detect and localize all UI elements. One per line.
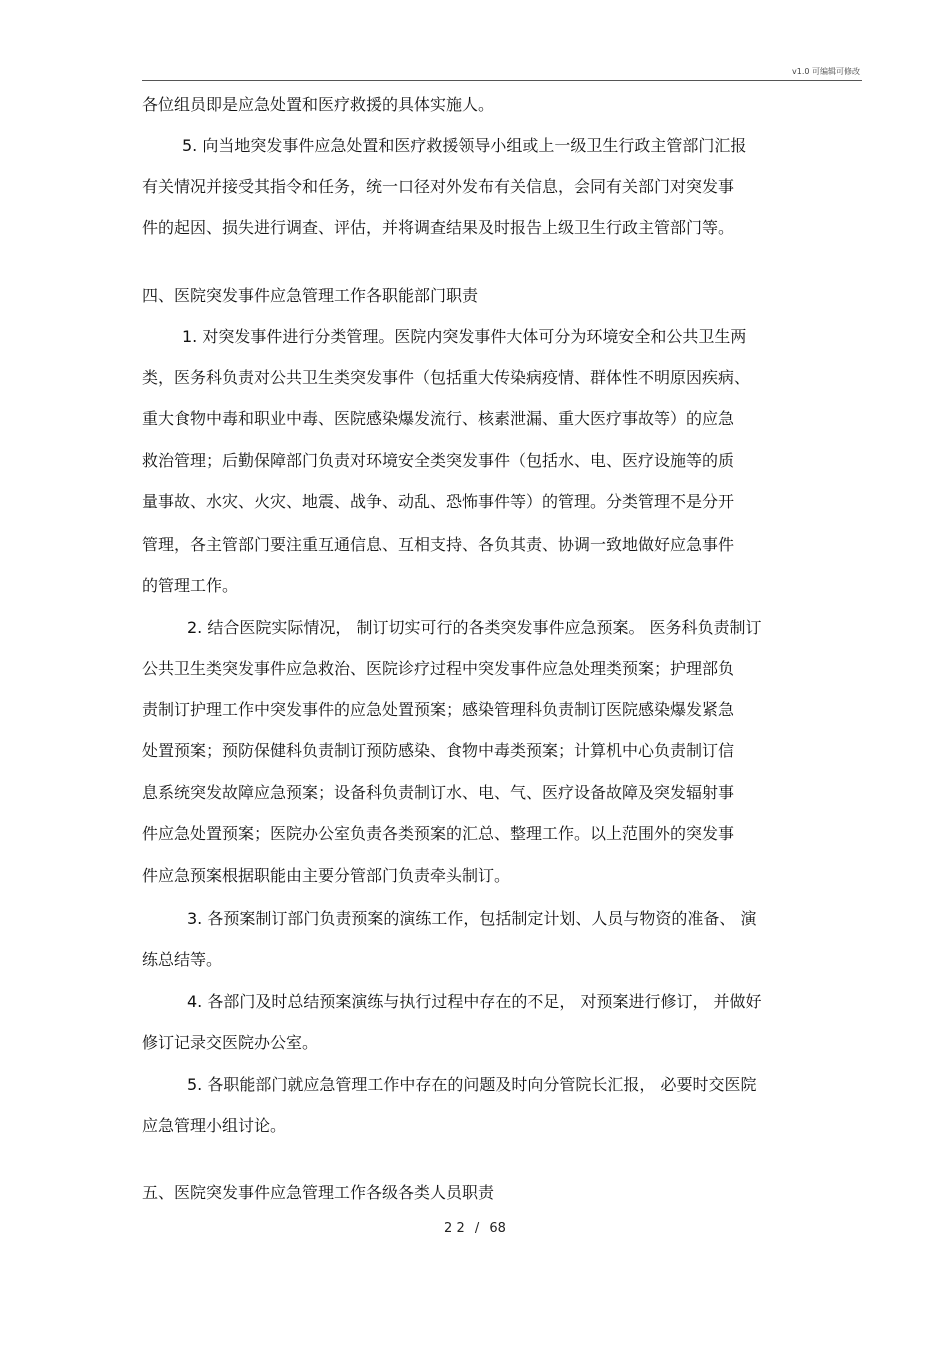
body-line: 的管理工作。 — [142, 576, 239, 595]
body-line: 5. 各职能部门就应急管理工作中存在的问题及时向分管院长汇报， 必要时交医院 — [187, 1075, 757, 1094]
body-line: 应急管理小组讨论。 — [142, 1116, 287, 1135]
page-separator: / — [474, 1221, 480, 1236]
body-line: 有关情况并接受其指令和任务，统一口径对外发布有关信息，会同有关部门对突发事 — [142, 177, 735, 196]
body-line: 处置预案；预防保健科负责制订预防感染、食物中毒类预案；计算机中心负责制订信 — [142, 741, 735, 760]
page-current: 2 2 — [444, 1221, 465, 1236]
body-line: 1. 对突发事件进行分类管理。医院内突发事件大体可分为环境安全和公共卫生两 — [182, 327, 747, 346]
body-line: 5. 向当地突发事件应急处置和医疗救援领导小组或上一级卫生行政主管部门汇报 — [182, 136, 747, 155]
body-line: 件应急预案根据职能由主要分管部门负责牵头制订。 — [142, 866, 511, 885]
body-line: 量事故、水灾、火灾、地震、战争、动乱、恐怖事件等）的管理。分类管理不是分开 — [142, 492, 735, 511]
body-line: 责制订护理工作中突发事件的应急处置预案；感染管理科负责制订医院感染爆发紧急 — [142, 700, 735, 719]
body-line: 公共卫生类突发事件应急救治、医院诊疗过程中突发事件应急处理类预案；护理部负 — [142, 659, 735, 678]
version-note: v1.0 可编辑可修改 — [792, 67, 860, 76]
section-heading: 四、医院突发事件应急管理工作各职能部门职责 — [142, 286, 479, 305]
body-line: 重大食物中毒和职业中毒、医院感染爆发流行、核素泄漏、重大医疗事故等）的应急 — [142, 409, 735, 428]
body-line: 练总结等。 — [142, 950, 223, 969]
body-line: 4. 各部门及时总结预案演练与执行过程中存在的不足， 对预案进行修订， 并做好 — [187, 992, 762, 1011]
body-line: 件的起因、损失进行调查、评估，并将调查结果及时报告上级卫生行政主管部门等。 — [142, 218, 735, 237]
body-line: 息系统突发故障应急预案；设备科负责制订水、电、气、医疗设备故障及突发辐射事 — [142, 783, 735, 802]
body-line: 2. 结合医院实际情况， 制订切实可行的各类突发事件应急预案。 医务科负责制订 — [187, 618, 762, 637]
body-line: 修订记录交医院办公室。 — [142, 1033, 319, 1052]
body-line: 管理，各主管部门要注重互通信息、互相支持、各负其责、协调一致地做好应急事件 — [142, 535, 735, 554]
body-line: 救治管理；后勤保障部门负责对环境安全类突发事件（包括水、电、医疗设施等的质 — [142, 451, 735, 470]
body-line: 类，医务科负责对公共卫生类突发事件（包括重大传染病疫情、群体性不明原因疾病、 — [142, 368, 751, 387]
body-line: 3. 各预案制订部门负责预案的演练工作，包括制定计划、人员与物资的准备、 演 — [187, 909, 757, 928]
header-rule — [142, 80, 862, 81]
section-heading: 五、医院突发事件应急管理工作各级各类人员职责 — [142, 1183, 495, 1202]
body-line: 各位组员即是应急处置和医疗救援的具体实施人。 — [142, 95, 495, 114]
page-number — [0, 1221, 950, 1236]
body-line: 件应急处置预案；医院办公室负责各类预案的汇总、整理工作。以上范围外的突发事 — [142, 824, 735, 843]
page-total: 68 — [489, 1221, 506, 1236]
